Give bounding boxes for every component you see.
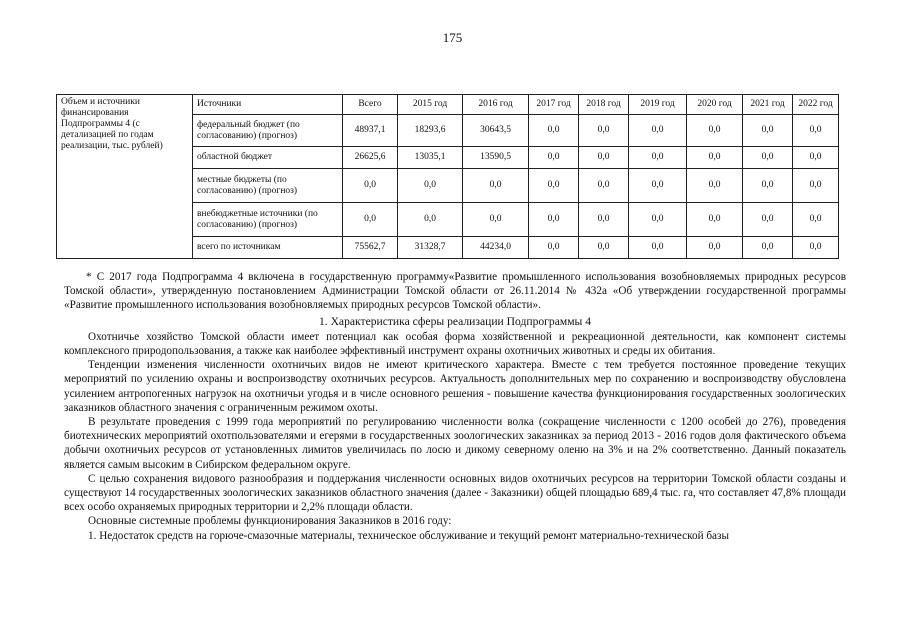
value-cell: 0,0 <box>687 203 743 237</box>
value-cell: 0,0 <box>687 147 743 169</box>
value-cell: 44234,0 <box>463 237 529 259</box>
value-cell: 0,0 <box>398 203 463 237</box>
value-cell: 0,0 <box>743 147 793 169</box>
value-cell: 0,0 <box>793 169 839 203</box>
value-cell: 0,0 <box>687 237 743 259</box>
financing-table <box>56 94 839 259</box>
value-cell: 0,0 <box>743 115 793 147</box>
source-cell: федеральный бюджет (по согласованию) (прогноз) <box>193 115 343 147</box>
value-cell: 18293,6 <box>398 115 463 147</box>
value-cell: 0,0 <box>463 169 529 203</box>
header-cell: 2015 год <box>398 95 463 115</box>
value-cell: 0,0 <box>343 203 398 237</box>
value-cell: 0,0 <box>529 203 579 237</box>
value-cell: 26625,6 <box>343 147 398 169</box>
paragraph: 1. Недостаток средств на горюче-смазочные материалы, техническое обслуживание и текущий ремонт материально-технической базы <box>88 529 729 542</box>
value-cell: 0,0 <box>793 115 839 147</box>
value-cell: 13590,5 <box>463 147 529 169</box>
value-cell: 0,0 <box>579 203 629 237</box>
value-cell: 0,0 <box>687 169 743 203</box>
value-cell: 31328,7 <box>398 237 463 259</box>
header-cell: 2016 год <box>463 95 529 115</box>
value-cell: 0,0 <box>398 169 463 203</box>
paragraph: С целью сохранения видового разнообразия и поддержания численности основных видов охотничьих ресурсов на территории Томской области созданы и существуют 14 государственных зоологических заказников областного значения (далее - Заказники) общей площадью 689,4 тыс. га, что составляет 47,8% площади всех особо охраняемых природных территории и 2,2% площади области. <box>64 472 846 514</box>
header-cell: 2018 год <box>579 95 629 115</box>
header-cell: 2020 год <box>687 95 743 115</box>
value-cell: 0,0 <box>579 115 629 147</box>
value-cell: 0,0 <box>343 169 398 203</box>
table-caption: Объем и источники финансирования Подпрограммы 4 (с детализацией по годам реализации, тыс. рублей) <box>57 95 193 259</box>
paragraph: Тенденции изменения численности охотничьих видов не имеют критического характера. Вместе с тем требуется постоянное проведение текущих мероприятий по усилению охраны и воспроизводству охотничьих ресурсов. Актуальность дополнительных мер по сохранению и воспроизводству обусловлена усилением антропогенных нагрузок на охотничьи угодья и в числе основного решения - повышение качества функционирования государственных зоологических заказников областного значения с ограниченным режимом охоты. <box>64 359 846 414</box>
table-header-row <box>57 95 839 115</box>
paragraph: В результате проведения с 1999 года мероприятий по регулированию численности волка (сокращение численности с 1200 особей до 276), проведения биотехнических мероприятий охотпользователями и егерями в государственных зоологических заказниках за период 2013 - 2016 годов доля фактического объема добычи охотничьих ресурсов от установленных лимитов увеличилась по лосю и дикому северному оленю на 3% и на 2% соответственно. Данный показатель является самым высоким в Сибирском федеральном округе. <box>64 416 846 471</box>
value-cell: 0,0 <box>579 147 629 169</box>
page-number: 175 <box>442 30 463 45</box>
value-cell: 0,0 <box>529 115 579 147</box>
value-cell: 0,0 <box>629 203 687 237</box>
source-cell: местные бюджеты (по согласованию) (прогноз) <box>193 169 343 203</box>
value-cell: 13035,1 <box>398 147 463 169</box>
value-cell: 0,0 <box>687 115 743 147</box>
footnote: * С 2017 года Подпрограмма 4 включена в государственную программу«Развитие промышленного использования возобновляемых природных ресурсов Томской области», утвержденную постановлением Администрации Томской области от 26.11.2014 № 432а «Об утверждении государственной программы «Развитие промышленного использования возобновляемых природных ресурсов Томской области». <box>64 271 846 312</box>
value-cell: 0,0 <box>743 169 793 203</box>
value-cell: 0,0 <box>529 147 579 169</box>
header-cell: 2021 год <box>743 95 793 115</box>
header-cell: Источники <box>193 95 343 115</box>
header-cell: 2022 год <box>793 95 839 115</box>
paragraph: Основные системные проблемы функционирования Заказников в 2016 году: <box>88 515 452 528</box>
value-cell: 0,0 <box>743 237 793 259</box>
value-cell: 0,0 <box>579 237 629 259</box>
value-cell: 0,0 <box>579 169 629 203</box>
value-cell: 0,0 <box>629 115 687 147</box>
value-cell: 0,0 <box>629 169 687 203</box>
paragraph: Охотничье хозяйство Томской области имеет потенциал как особая форма хозяйственной и рекреационной деятельности, как компонент системы комплексного природопользования, а также как наиболее эффективный инструмент охраны охотничьих животных и среды их обитания. <box>64 330 846 358</box>
section-title: 1. Характеристика сферы реализации Подпрограммы 4 <box>318 314 592 328</box>
value-cell: 0,0 <box>529 169 579 203</box>
header-cell: 2017 год <box>529 95 579 115</box>
value-cell: 0,0 <box>529 237 579 259</box>
value-cell: 0,0 <box>793 147 839 169</box>
header-cell: Всего <box>343 95 398 115</box>
value-cell: 30643,5 <box>463 115 529 147</box>
header-cell: 2019 год <box>629 95 687 115</box>
value-cell: 48937,1 <box>343 115 398 147</box>
value-cell: 0,0 <box>793 203 839 237</box>
value-cell: 0,0 <box>793 237 839 259</box>
value-cell: 0,0 <box>463 203 529 237</box>
value-cell: 75562,7 <box>343 237 398 259</box>
value-cell: 0,0 <box>629 147 687 169</box>
source-cell: внебюджетные источники (по согласованию) (прогноз) <box>193 203 343 237</box>
source-cell: всего по источникам <box>193 237 343 259</box>
value-cell: 0,0 <box>629 237 687 259</box>
document-body <box>64 270 846 543</box>
source-cell: областной бюджет <box>193 147 343 169</box>
value-cell: 0,0 <box>743 203 793 237</box>
